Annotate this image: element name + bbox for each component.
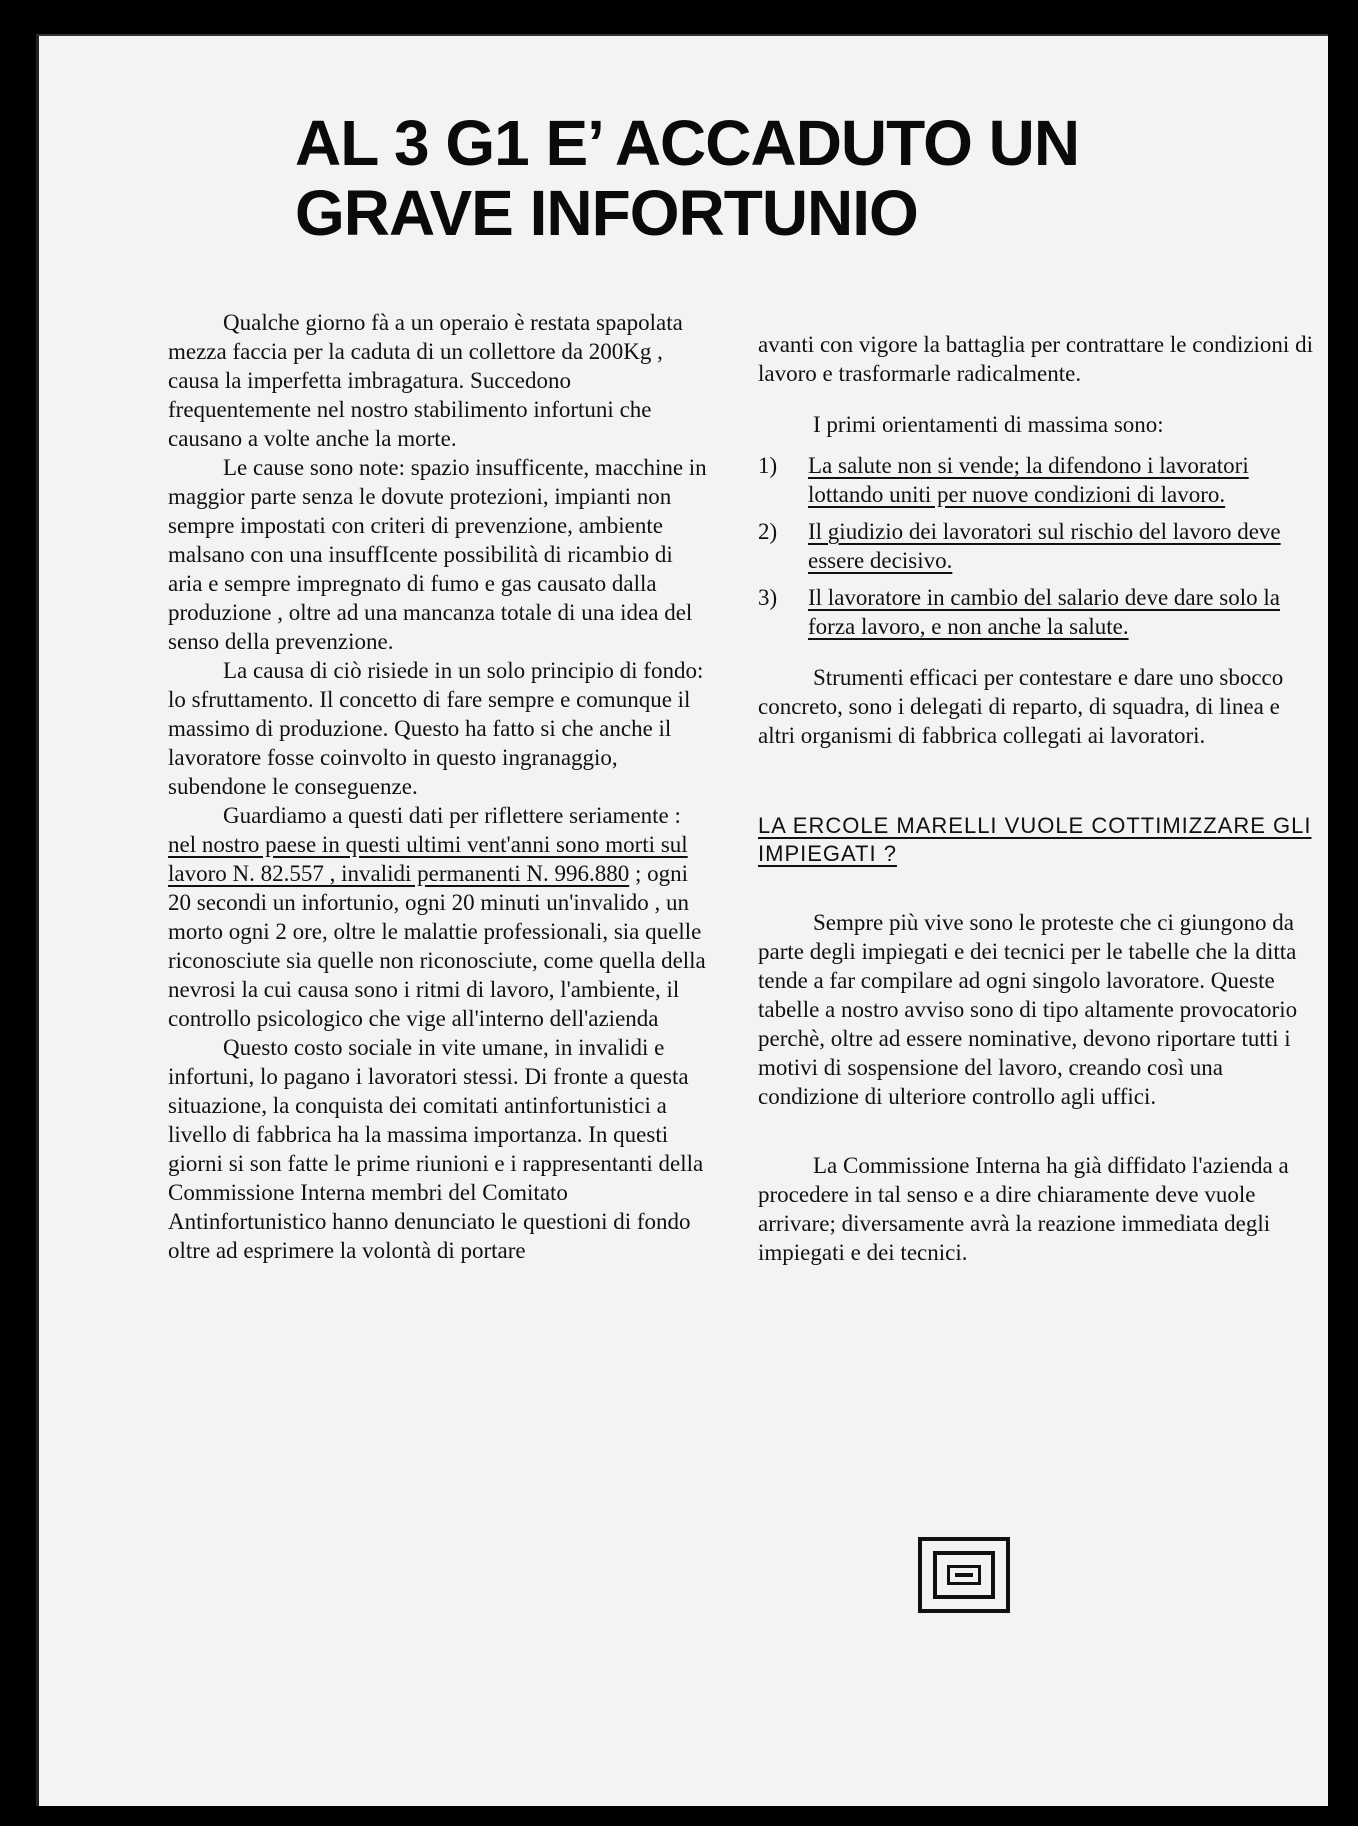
statistics-intro: Guardiamo a questi dati per riflettere seriamente : xyxy=(223,803,681,828)
page-title xyxy=(295,108,1275,248)
list-item-text: Il lavoratore in cambio del salario deve dare solo la forza lavoro, e non anche la salute. xyxy=(808,585,1280,639)
paragraph-continuation: avanti con vigore la battaglia per contrattare le condizioni di lavoro e trasformarle radicalmente. xyxy=(758,332,1313,386)
list-item-text: Il giudizio dei lavoratori sul rischio del lavoro deve essere decisivo. xyxy=(808,519,1281,573)
paragraph-causes: Le cause sono note: spazio insufficente, macchine in maggior parte senza le dovute protezioni, impianti non sempre impostati con criteri di prevenzione, ambiente malsano con una insuffIcente possibilità di ricambio di aria e sempre impregnato di fumo e gas causato dalla produzione , oltre ad una mancanza totale di una idea del senso della prevenzione. xyxy=(168,455,707,654)
list-item xyxy=(758,451,1318,509)
paragraph-commission: La Commissione Interna ha già diffidato l'azienda a procedere in tal senso e a dire chiaramente deve vuole arrivare; diversamente avrà la reazione immediata degli impiegati e dei tecnici. xyxy=(758,1153,1289,1265)
list-item xyxy=(758,583,1318,641)
title-line-2: GRAVE INFORTUNIO xyxy=(295,177,918,249)
logo-emblem-icon xyxy=(918,1537,1010,1613)
statistics-underlined: nel nostro paese in questi ultimi vent'anni sono morti sul lavoro N. 82.557 , invalidi permanenti N. 996.880 xyxy=(168,832,688,886)
paragraph-statistics xyxy=(168,801,708,1033)
right-column xyxy=(758,330,1318,1267)
list-item-number: 1) xyxy=(758,453,778,478)
orientations-intro: I primi orientamenti di massima sono: xyxy=(813,412,1164,437)
paragraph-tables: Sempre più vive sono le proteste che ci giungono da parte degli impiegati e dei tecnici per le tabelle che la ditta tende a far compilare ad ogni singolo lavoratore. Queste tabelle a nostro avviso sono di tipo altamente provocatorio perchè, oltre ad essere nominative, devono riportare tutti i motivi di sospensione del lavoro, creando così una condizione di ulteriore controllo agli uffici. xyxy=(758,910,1298,1109)
section-heading-marelli: LA ERCOLE MARELLI VUOLE COTTIMIZZARE GLI IMPIEGATI ? xyxy=(758,813,1312,866)
list-item-text: La salute non si vende; la difendono i lavoratori lottando uniti per nuove condizioni di lavoro. xyxy=(808,453,1249,507)
list-item-number: 3) xyxy=(758,585,778,610)
list-item xyxy=(758,517,1318,575)
list-item-number: 2) xyxy=(758,519,778,544)
title-line-1: AL 3 G1 E’ ACCADUTO UN xyxy=(295,107,1080,179)
paragraph-social-cost: Questo costo sociale in vite umane, in invalidi e infortuni, lo pagano i lavoratori stessi. Di fronte a questa situazione, la conquista dei comitati antinfortunistici a livello di fabbrica ha la massima importanza. In questi giorni si son fatte le prime riunioni e i rappresentanti della Commissione Interna membri del Comitato Antinfortunistico hanno denunciato le questioni di fondo oltre ad esprimere la volontà di portare xyxy=(168,1035,704,1263)
left-column xyxy=(168,308,708,1265)
statistics-rest: ; ogni 20 secondi un infortunio, ogni 20 minuti un'invalido , un morto ogni 2 ore, oltre le malattie professionali, sia quelle riconosciute sia quelle non riconosciute, come quella della nevrosi la cui causa sono i ritmi di lavoro, l'ambiente, il controllo psicologico che vige all'interno dell'azienda xyxy=(168,861,706,1031)
paragraph-exploitation: La causa di ciò risiede in un solo principio di fondo: lo sfruttamento. Il concetto di fare sempre e comunque il massimo di produzione. Questo ha fatto si che anche il lavoratore fosse coinvolto in questo ingranaggio, subendone le conseguenze. xyxy=(168,658,704,799)
paragraph-accident: Qualche giorno fà a un operaio è restata spapolata mezza faccia per la caduta di un collettore da 200Kg , causa la imperfetta imbragatura. Succedono frequentemente nel nostro stabilimento infortuni che causano a volte anche la morte. xyxy=(168,310,683,451)
orientations-list xyxy=(758,451,1318,641)
paragraph-tools: Strumenti efficaci per contestare e dare uno sbocco concreto, sono i delegati di reparto, di squadra, di linea e altri organismi di fabbrica collegati ai lavoratori. xyxy=(758,665,1284,748)
